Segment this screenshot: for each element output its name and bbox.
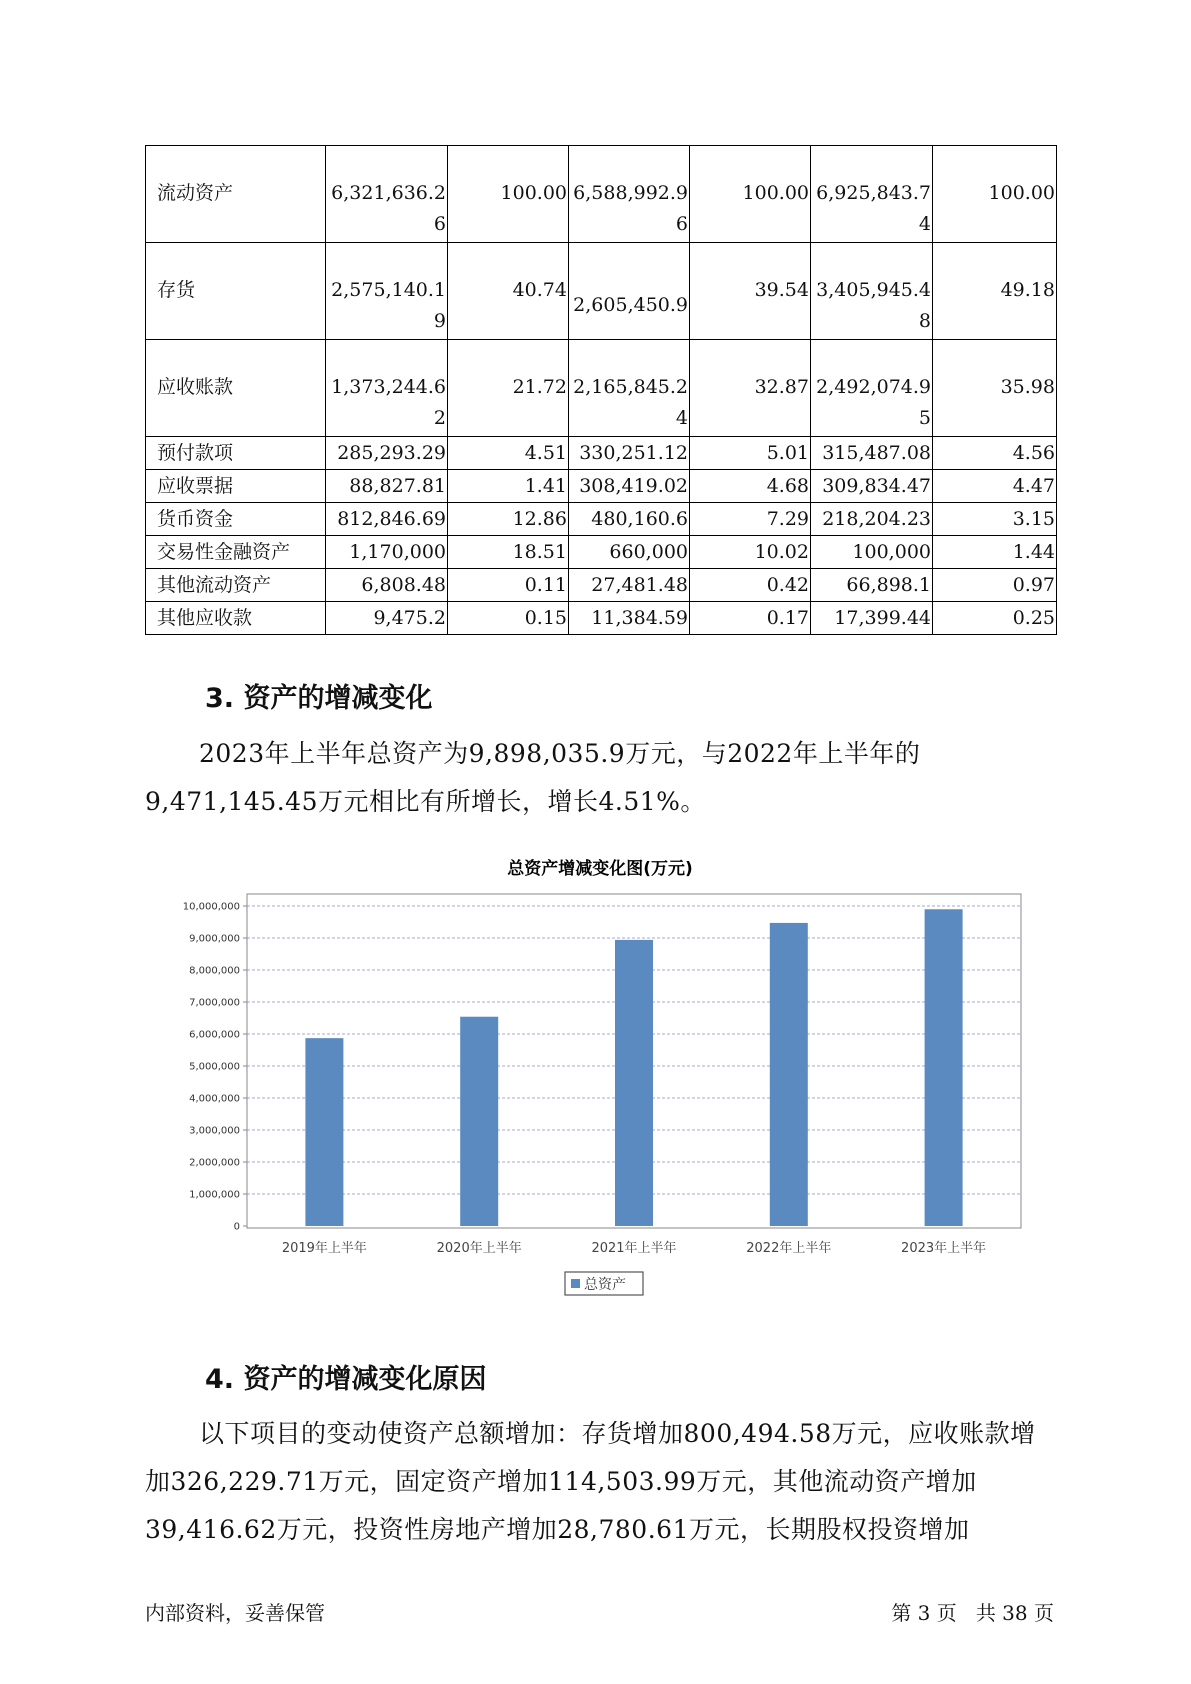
percent-cell: 18.51 bbox=[448, 536, 569, 569]
percent-cell: 1.44 bbox=[933, 536, 1057, 569]
amount-cell: 6,925,843.74 bbox=[811, 146, 933, 243]
chart-legend bbox=[565, 1272, 643, 1295]
row-name: 存货 bbox=[146, 243, 326, 340]
table-row bbox=[146, 437, 1057, 470]
y-tick-label: 9,000,000 bbox=[189, 933, 240, 945]
y-tick-label: 0 bbox=[233, 1221, 240, 1233]
row-name: 应收账款 bbox=[146, 340, 326, 437]
amount-cell: 2,165,845.24 bbox=[569, 340, 690, 437]
amount-cell: 660,000 bbox=[569, 536, 690, 569]
x-tick-label: 2021年上半年 bbox=[591, 1241, 677, 1256]
y-tick-label: 3,000,000 bbox=[189, 1125, 240, 1137]
amount-cell: 480,160.6 bbox=[569, 503, 690, 536]
x-tick-label: 2023年上半年 bbox=[901, 1241, 987, 1256]
amount-cell: 9,475.2 bbox=[326, 602, 448, 635]
percent-cell: 4.51 bbox=[448, 437, 569, 470]
section-3-heading: 3. 资产的增减变化 bbox=[205, 683, 433, 714]
percent-cell: 49.18 bbox=[933, 243, 1057, 340]
y-tick-label: 6,000,000 bbox=[189, 1029, 240, 1041]
amount-cell: 11,384.59 bbox=[569, 602, 690, 635]
footer-page-number: 第 3 页 共 38 页 bbox=[891, 1601, 1054, 1625]
percent-cell: 4.56 bbox=[933, 437, 1057, 470]
row-name: 其他流动资产 bbox=[146, 569, 326, 602]
percent-cell: 39.54 bbox=[690, 243, 811, 340]
amount-cell: 315,487.08 bbox=[811, 437, 933, 470]
amount-cell: 100,000 bbox=[811, 536, 933, 569]
amount-cell: 1,373,244.62 bbox=[326, 340, 448, 437]
percent-cell: 7.29 bbox=[690, 503, 811, 536]
x-tick-label: 2022年上半年 bbox=[746, 1241, 832, 1256]
bar bbox=[925, 909, 963, 1226]
amount-cell: 309,834.47 bbox=[811, 470, 933, 503]
percent-cell: 40.74 bbox=[448, 243, 569, 340]
amount-cell: 218,204.23 bbox=[811, 503, 933, 536]
x-tick-label: 2019年上半年 bbox=[281, 1241, 367, 1256]
row-name: 其他应收款 bbox=[146, 602, 326, 635]
table-row bbox=[146, 602, 1057, 635]
percent-cell: 100.00 bbox=[933, 146, 1057, 243]
amount-cell: 6,808.48 bbox=[326, 569, 448, 602]
row-name: 流动资产 bbox=[146, 146, 326, 243]
percent-cell: 3.15 bbox=[933, 503, 1057, 536]
percent-cell: 1.41 bbox=[448, 470, 569, 503]
table-row bbox=[146, 243, 1057, 340]
amount-cell: 3,405,945.48 bbox=[811, 243, 933, 340]
amount-cell: 285,293.29 bbox=[326, 437, 448, 470]
asset-structure-table bbox=[145, 145, 1057, 635]
percent-cell: 0.42 bbox=[690, 569, 811, 602]
table-row bbox=[146, 470, 1057, 503]
bar bbox=[615, 940, 653, 1226]
percent-cell: 0.25 bbox=[933, 602, 1057, 635]
amount-cell: 2,492,074.95 bbox=[811, 340, 933, 437]
table-row bbox=[146, 146, 1057, 243]
row-name: 交易性金融资产 bbox=[146, 536, 326, 569]
x-tick-label: 2020年上半年 bbox=[436, 1241, 522, 1256]
amount-cell: 1,170,000 bbox=[326, 536, 448, 569]
bar bbox=[460, 1017, 498, 1226]
amount-cell: 27,481.48 bbox=[569, 569, 690, 602]
legend-swatch bbox=[571, 1279, 580, 1288]
section-4-heading: 4. 资产的增减变化原因 bbox=[205, 1364, 487, 1395]
amount-cell: 2,575,140.19 bbox=[326, 243, 448, 340]
percent-cell: 10.02 bbox=[690, 536, 811, 569]
percent-cell: 32.87 bbox=[690, 340, 811, 437]
percent-cell: 4.47 bbox=[933, 470, 1057, 503]
legend-label: 总资产 bbox=[584, 1277, 626, 1293]
percent-cell: 12.86 bbox=[448, 503, 569, 536]
table-row bbox=[146, 340, 1057, 437]
table-row bbox=[146, 503, 1057, 536]
y-tick-label: 2,000,000 bbox=[189, 1157, 240, 1169]
percent-cell: 100.00 bbox=[448, 146, 569, 243]
total-assets-chart bbox=[160, 850, 1040, 1305]
percent-cell: 0.17 bbox=[690, 602, 811, 635]
y-tick-label: 7,000,000 bbox=[189, 997, 240, 1009]
row-name: 应收票据 bbox=[146, 470, 326, 503]
y-tick-label: 1,000,000 bbox=[189, 1189, 240, 1201]
amount-cell: 330,251.12 bbox=[569, 437, 690, 470]
percent-cell: 0.11 bbox=[448, 569, 569, 602]
percent-cell: 0.15 bbox=[448, 602, 569, 635]
bar bbox=[770, 923, 808, 1226]
y-tick-label: 10,000,000 bbox=[182, 901, 240, 913]
amount-cell: 6,588,992.96 bbox=[569, 146, 690, 243]
amount-cell: 812,846.69 bbox=[326, 503, 448, 536]
percent-cell: 35.98 bbox=[933, 340, 1057, 437]
table-row bbox=[146, 569, 1057, 602]
percent-cell: 0.97 bbox=[933, 569, 1057, 602]
percent-cell: 21.72 bbox=[448, 340, 569, 437]
percent-cell: 100.00 bbox=[690, 146, 811, 243]
percent-cell: 5.01 bbox=[690, 437, 811, 470]
chart-title: 总资产增减变化图(万元) bbox=[507, 859, 693, 879]
amount-cell: 17,399.44 bbox=[811, 602, 933, 635]
y-tick-label: 4,000,000 bbox=[189, 1093, 240, 1105]
y-tick-label: 5,000,000 bbox=[189, 1061, 240, 1073]
amount-cell: 308,419.02 bbox=[569, 470, 690, 503]
section-4-paragraph: 以下项目的变动使资产总额增加：存货增加800,494.58万元，应收账款增加326,229.71万元，固定资产增加114,503.99万元，其他流动资产增加39,416.62万元，投资性房地产增加28,780.61万元，长期股权投资增加 bbox=[145, 1419, 1036, 1544]
amount-cell: 66,898.1 bbox=[811, 569, 933, 602]
section-3-paragraph: 2023年上半年总资产为9,898,035.9万元，与2022年上半年的9,471,145.45万元相比有所增长，增长4.51%。 bbox=[145, 739, 921, 816]
table-row bbox=[146, 536, 1057, 569]
y-tick-label: 8,000,000 bbox=[189, 965, 240, 977]
row-name: 货币资金 bbox=[146, 503, 326, 536]
row-name: 预付款项 bbox=[146, 437, 326, 470]
footer-confidential-note: 内部资料，妥善保管 bbox=[145, 1601, 325, 1625]
amount-cell: 6,321,636.26 bbox=[326, 146, 448, 243]
amount-cell: 88,827.81 bbox=[326, 470, 448, 503]
bar bbox=[305, 1038, 343, 1226]
amount-cell: 2,605,450.9 bbox=[569, 243, 690, 340]
percent-cell: 4.68 bbox=[690, 470, 811, 503]
